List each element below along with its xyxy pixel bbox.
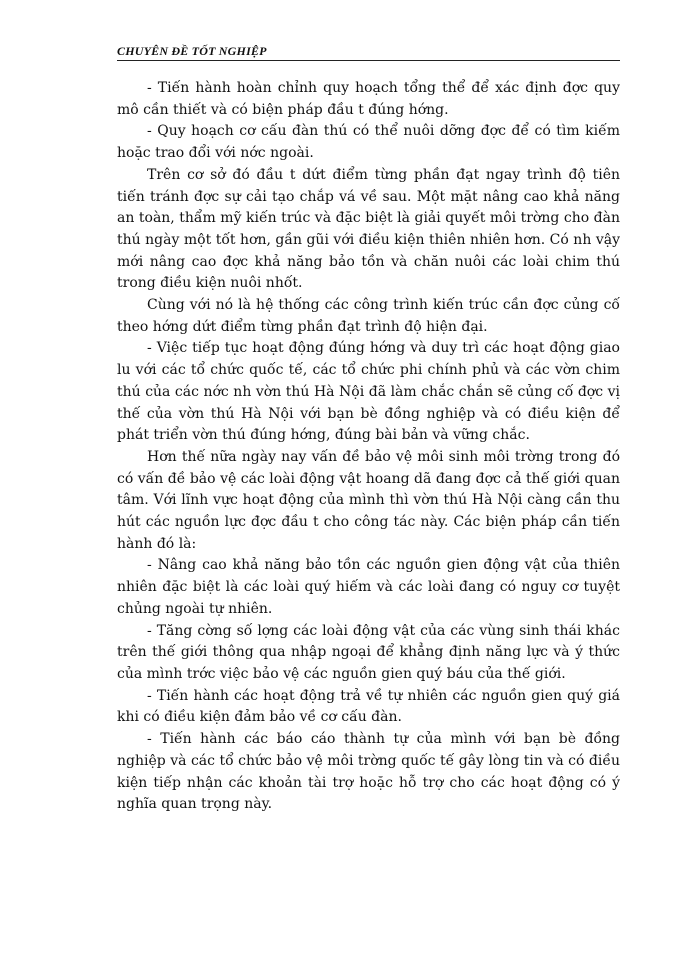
paragraph-herd-structure: - Quy hoạch cơ cấu đàn thú có thể nuôi dỡng đợc để có tìm kiếm hoặc trao đổi với nớc ngoài. [117, 123, 620, 162]
paragraph-master-plan: - Tiến hành hoàn chỉnh quy hoạch tổng thể để xác định đợc quy mô cần thiết và có biện pháp đầu t đúng hớng. [117, 80, 620, 118]
paragraph-investment-basis: Trên cơ sở đó đầu t dứt điểm từng phần đạt ngay trình độ tiên tiến tránh đợc sự cải tạo chắp vá về sau. Một mặt nâng cao khả năng an toàn, thẩm mỹ kiến trúc và đặc biệt là giải quyết môi trờng cho đàn thú ngày một tốt hơn, gần gũi với điều kiện thiên nhiên hơn. Có nh vậy mới nâng cao đợc khả năng bảo tồn và chăn nuôi các loài chim thú trong điều kiện nuôi nhốt. [117, 166, 620, 292]
paragraph-return-to-nature: - Tiến hành các hoạt động trả về tự nhiên các nguồn gien quý giá khi có điều kiện đảm bảo về cơ cấu đàn. [117, 687, 620, 726]
paragraph-reports-funding: - Tiến hành các báo cáo thành tự của mình với bạn bè đồng nghiệp và các tổ chức bảo vệ môi trờng quốc tế gây lòng tin và có điều kiện tiếp nhận các khoản tài trợ hoặc hỗ trợ cho các hoạt động có ý nghĩa quan trọng này. [117, 731, 620, 813]
paragraph-architecture: Cùng với nó là hệ thống các công trình kiến trúc cần đợc củng cố theo hớng dứt điểm từng phần đạt trình độ hiện đại. [117, 297, 620, 335]
paragraph-international-cooperation: - Việc tiếp tục hoạt động đúng hớng và duy trì các hoạt động giao lu với các tổ chức quốc tế, các tổ chức phi chính phủ và các vờn chim thú của các nớc nh vờn thú Hà Nội đã làm chắc chắn sẽ củng cố đợc vị thế của vờn thú Hà Nội với bạn bè đồng nghiệp và có điều kiện để phát triển vờn thú đúng hớng, đúng bài bản và vững chắc. [117, 340, 620, 444]
paragraph-gene-conservation: - Nâng cao khả năng bảo tồn các nguồn gien động vật của thiên nhiên đặc biệt là các loài quý hiếm và các loài đang có nguy cơ tuyệt chủng ngoài tự nhiên. [117, 557, 620, 617]
page-header-title: CHUYÊN ĐỀ TỐT NGHIỆP [117, 44, 267, 58]
page-header [117, 43, 620, 61]
paragraph-increase-species: - Tăng cờng số lợng các loài động vật của các vùng sinh thái khác trên thế giới thông qua nhập ngoại để khẳng định năng lực và ý thức của mình trớc việc bảo vệ các nguồn gien quý báu của thế giới. [117, 622, 620, 682]
document-body [117, 78, 620, 816]
paragraph-environment-protection: Hơn thế nữa ngày nay vấn đề bảo vệ môi sinh môi trờng trong đó có vấn đề bảo vệ các loài động vật hoang dã đang đợc cả thế giới quan tâm. Với lĩnh vực hoạt động của mình thì vờn thú Hà Nội càng cần thu hút các nguồn lực đợc đầu t cho công tác này. Các biện pháp cần tiến hành đó là: [117, 448, 620, 552]
